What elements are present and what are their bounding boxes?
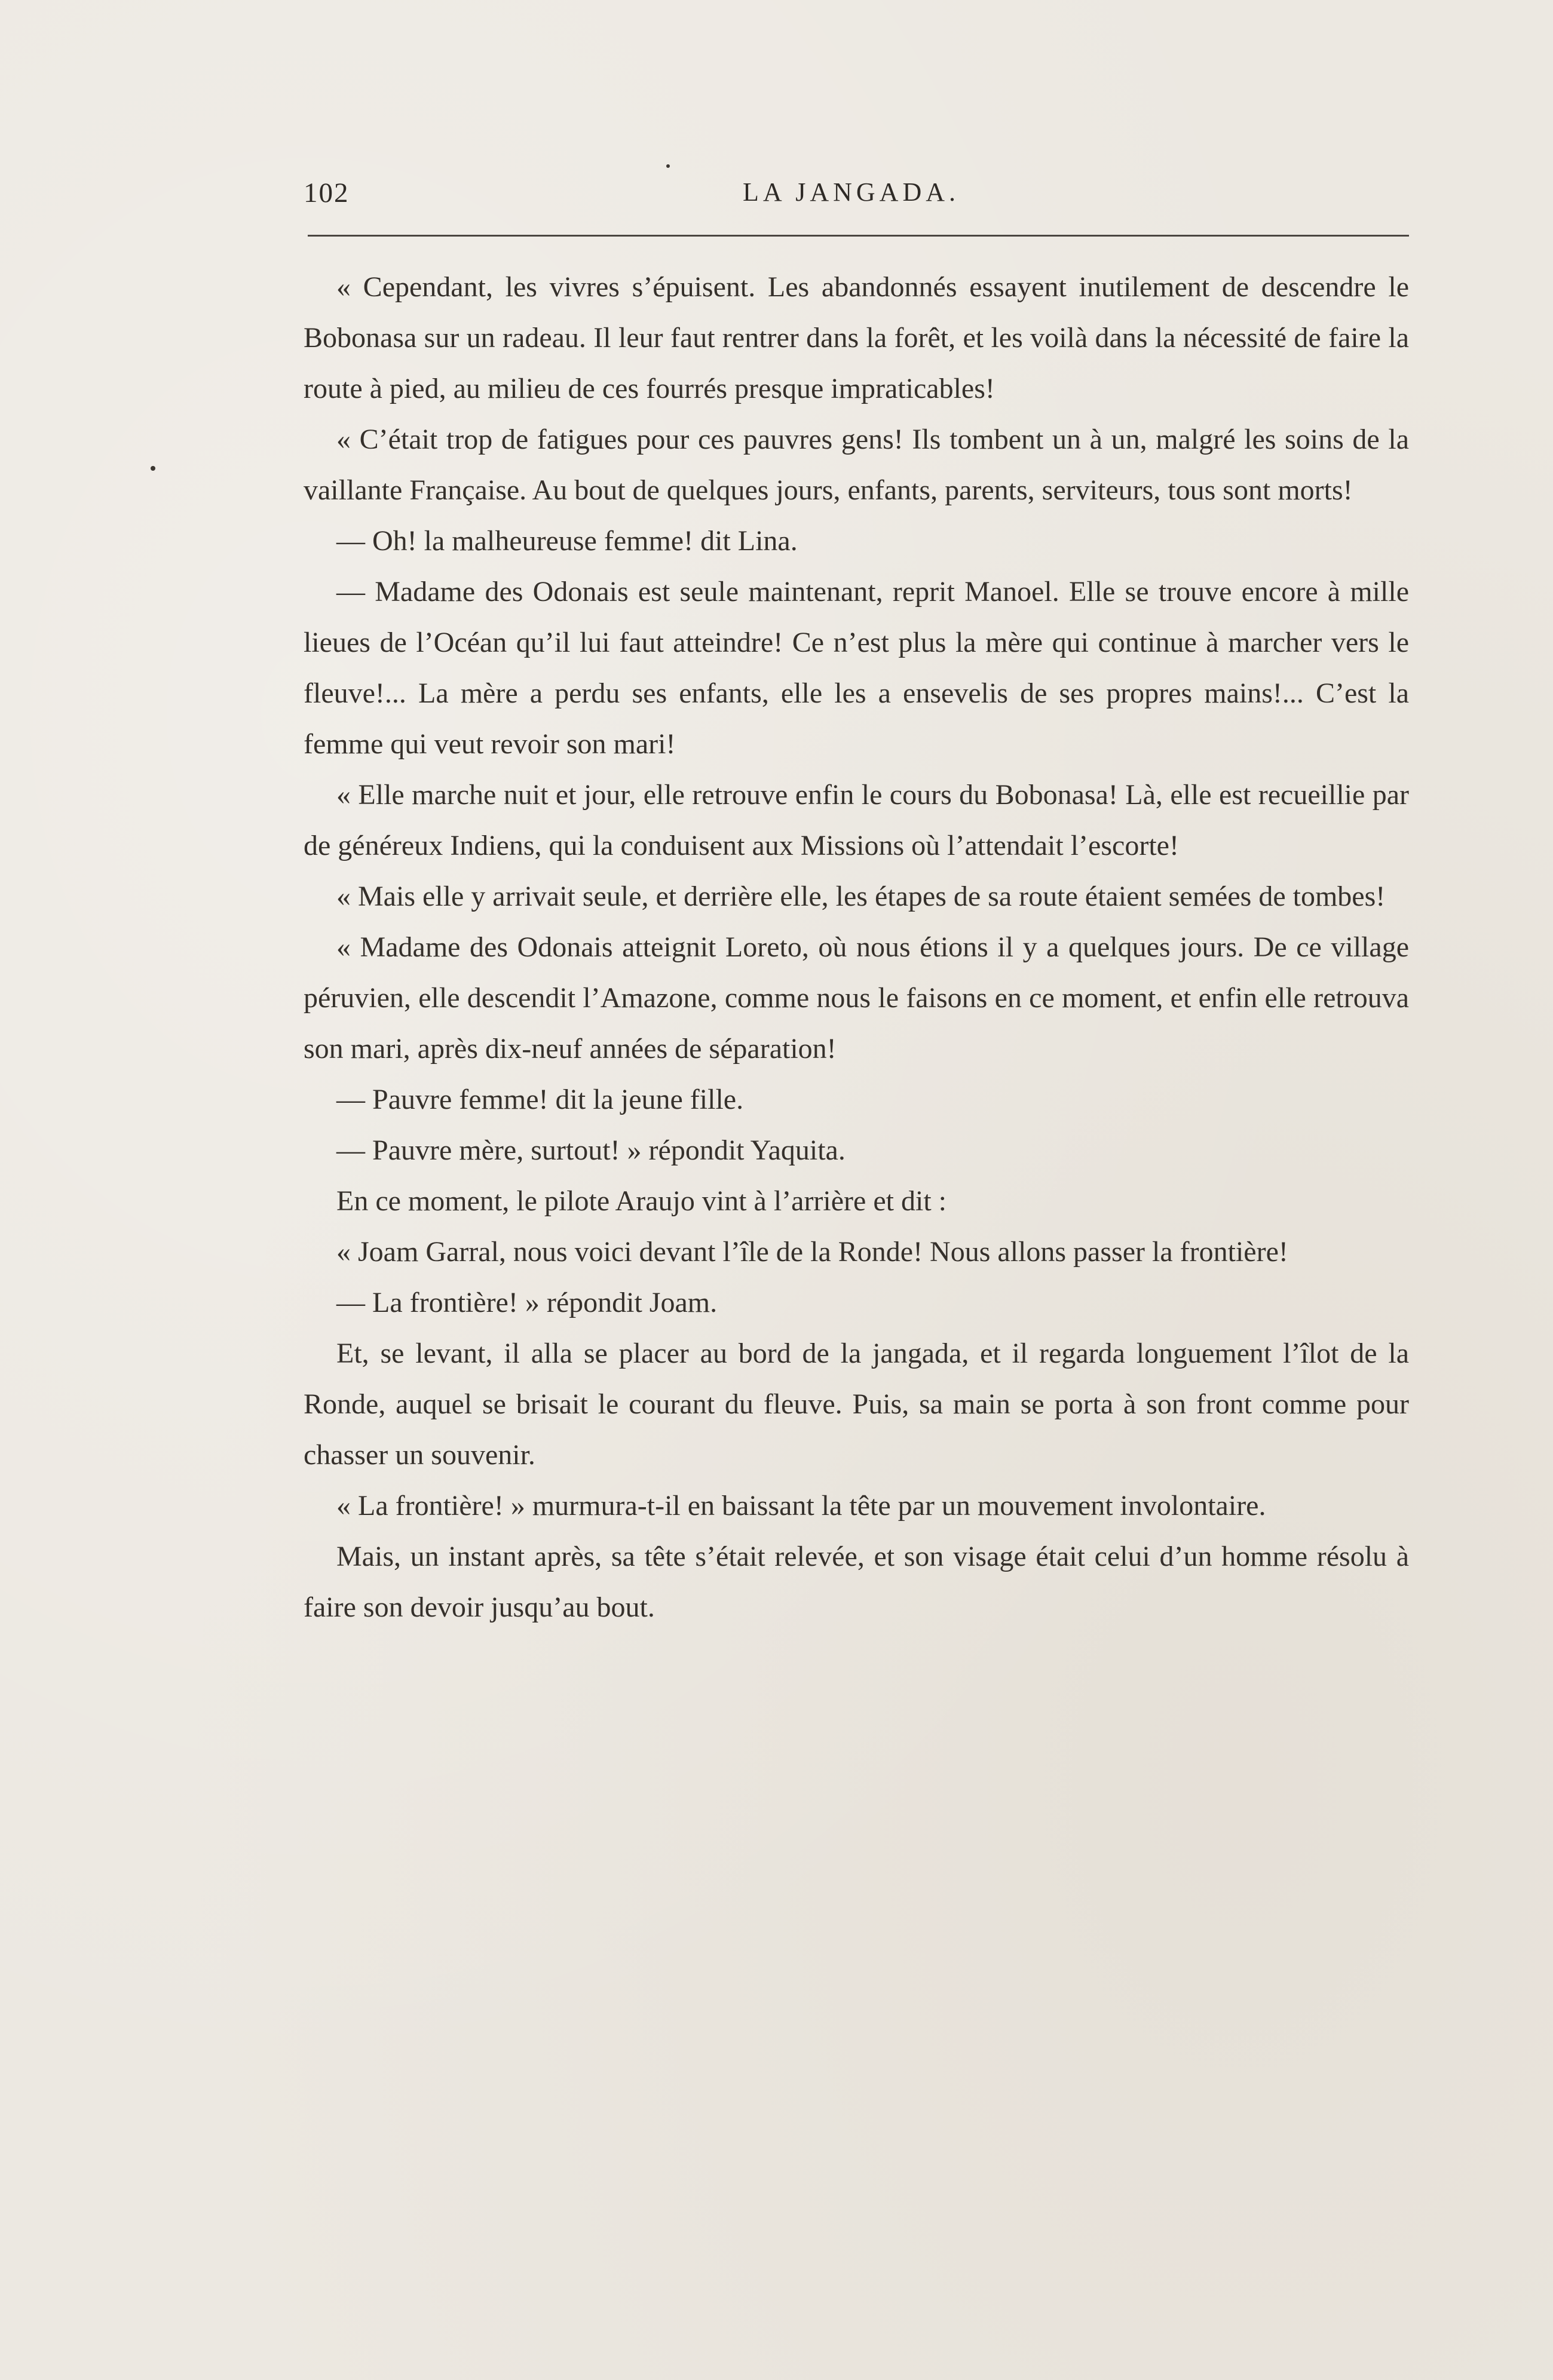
paragraph: Mais, un instant après, sa tête s’était relevée, et son visage était celui d’un homme résolu à faire son devoir jusqu’au bout.: [304, 1541, 1409, 1623]
paper-speck: [151, 466, 155, 471]
paragraph: — Oh! la malheureuse femme! dit Lina.: [336, 525, 798, 557]
paragraph: — Pauvre femme! dit la jeune fille.: [336, 1084, 744, 1115]
paragraph: — Madame des Odonais est seule maintenant, reprit Manoel. Elle se trouve encore à mille lieues de l’Océan qu’il lui faut atteindre! Ce n’est plus la mère qui continue à marcher vers le fleuve!... La mère a perdu ses enfants, elle les a ensevelis de ses propres mains!... C’est la femme qui veut revoir son mari!: [304, 576, 1409, 760]
paragraph: En ce moment, le pilote Araujo vint à l’arrière et dit :: [336, 1185, 946, 1217]
paragraph: « C’était trop de fatigues pour ces pauvres gens! Ils tombent un à un, malgré les soins de la vaillante Française. Au bout de quelques jours, enfants, parents, serviteurs, tous sont morts!: [304, 424, 1409, 506]
paragraph: « Joam Garral, nous voici devant l’île de la Ronde! Nous allons passer la frontière!: [336, 1236, 1288, 1268]
paper-speck: [666, 164, 670, 168]
paragraph: « Mais elle y arrivait seule, et derrière elle, les étapes de sa route étaient semées de tombes!: [336, 881, 1386, 912]
running-title: LA JANGADA.: [743, 177, 960, 207]
header-rule: [308, 235, 1409, 237]
paragraph: — La frontière! » répondit Joam.: [336, 1287, 718, 1318]
page-header: [304, 177, 1409, 225]
paragraph: Et, se levant, il alla se placer au bord de la jangada, et il regarda longuement l’îlot de la Ronde, auquel se brisait le courant du fleuve. Puis, sa main se porta à son front comme pour chasser un souvenir.: [304, 1338, 1409, 1471]
paragraph: « La frontière! » murmura-t-il en baissant la tête par un mouvement involontaire.: [336, 1490, 1266, 1522]
body-text: [304, 262, 1409, 1633]
paragraph: « Cependant, les vivres s’épuisent. Les abandonnés essayent inutilement de descendre le Bobonasa sur un radeau. Il leur faut rentrer dans la forêt, et les voilà dans la nécessité de faire la route à pied, au milieu de ces fourrés presque impraticables!: [304, 271, 1409, 404]
paragraph: « Madame des Odonais atteignit Loreto, où nous étions il y a quelques jours. De ce village péruvien, elle descendit l’Amazone, comme nous le faisons en ce moment, et enfin elle retrouva son mari, après dix-neuf années de séparation!: [304, 931, 1409, 1065]
paragraph: — Pauvre mère, surtout! » répondit Yaquita.: [336, 1134, 846, 1166]
page-number: 102: [304, 177, 350, 208]
paragraph: « Elle marche nuit et jour, elle retrouve enfin le cours du Bobonasa! Là, elle est recueillie par de généreux Indiens, qui la conduisent aux Missions où l’attendait l’escorte!: [304, 779, 1409, 861]
